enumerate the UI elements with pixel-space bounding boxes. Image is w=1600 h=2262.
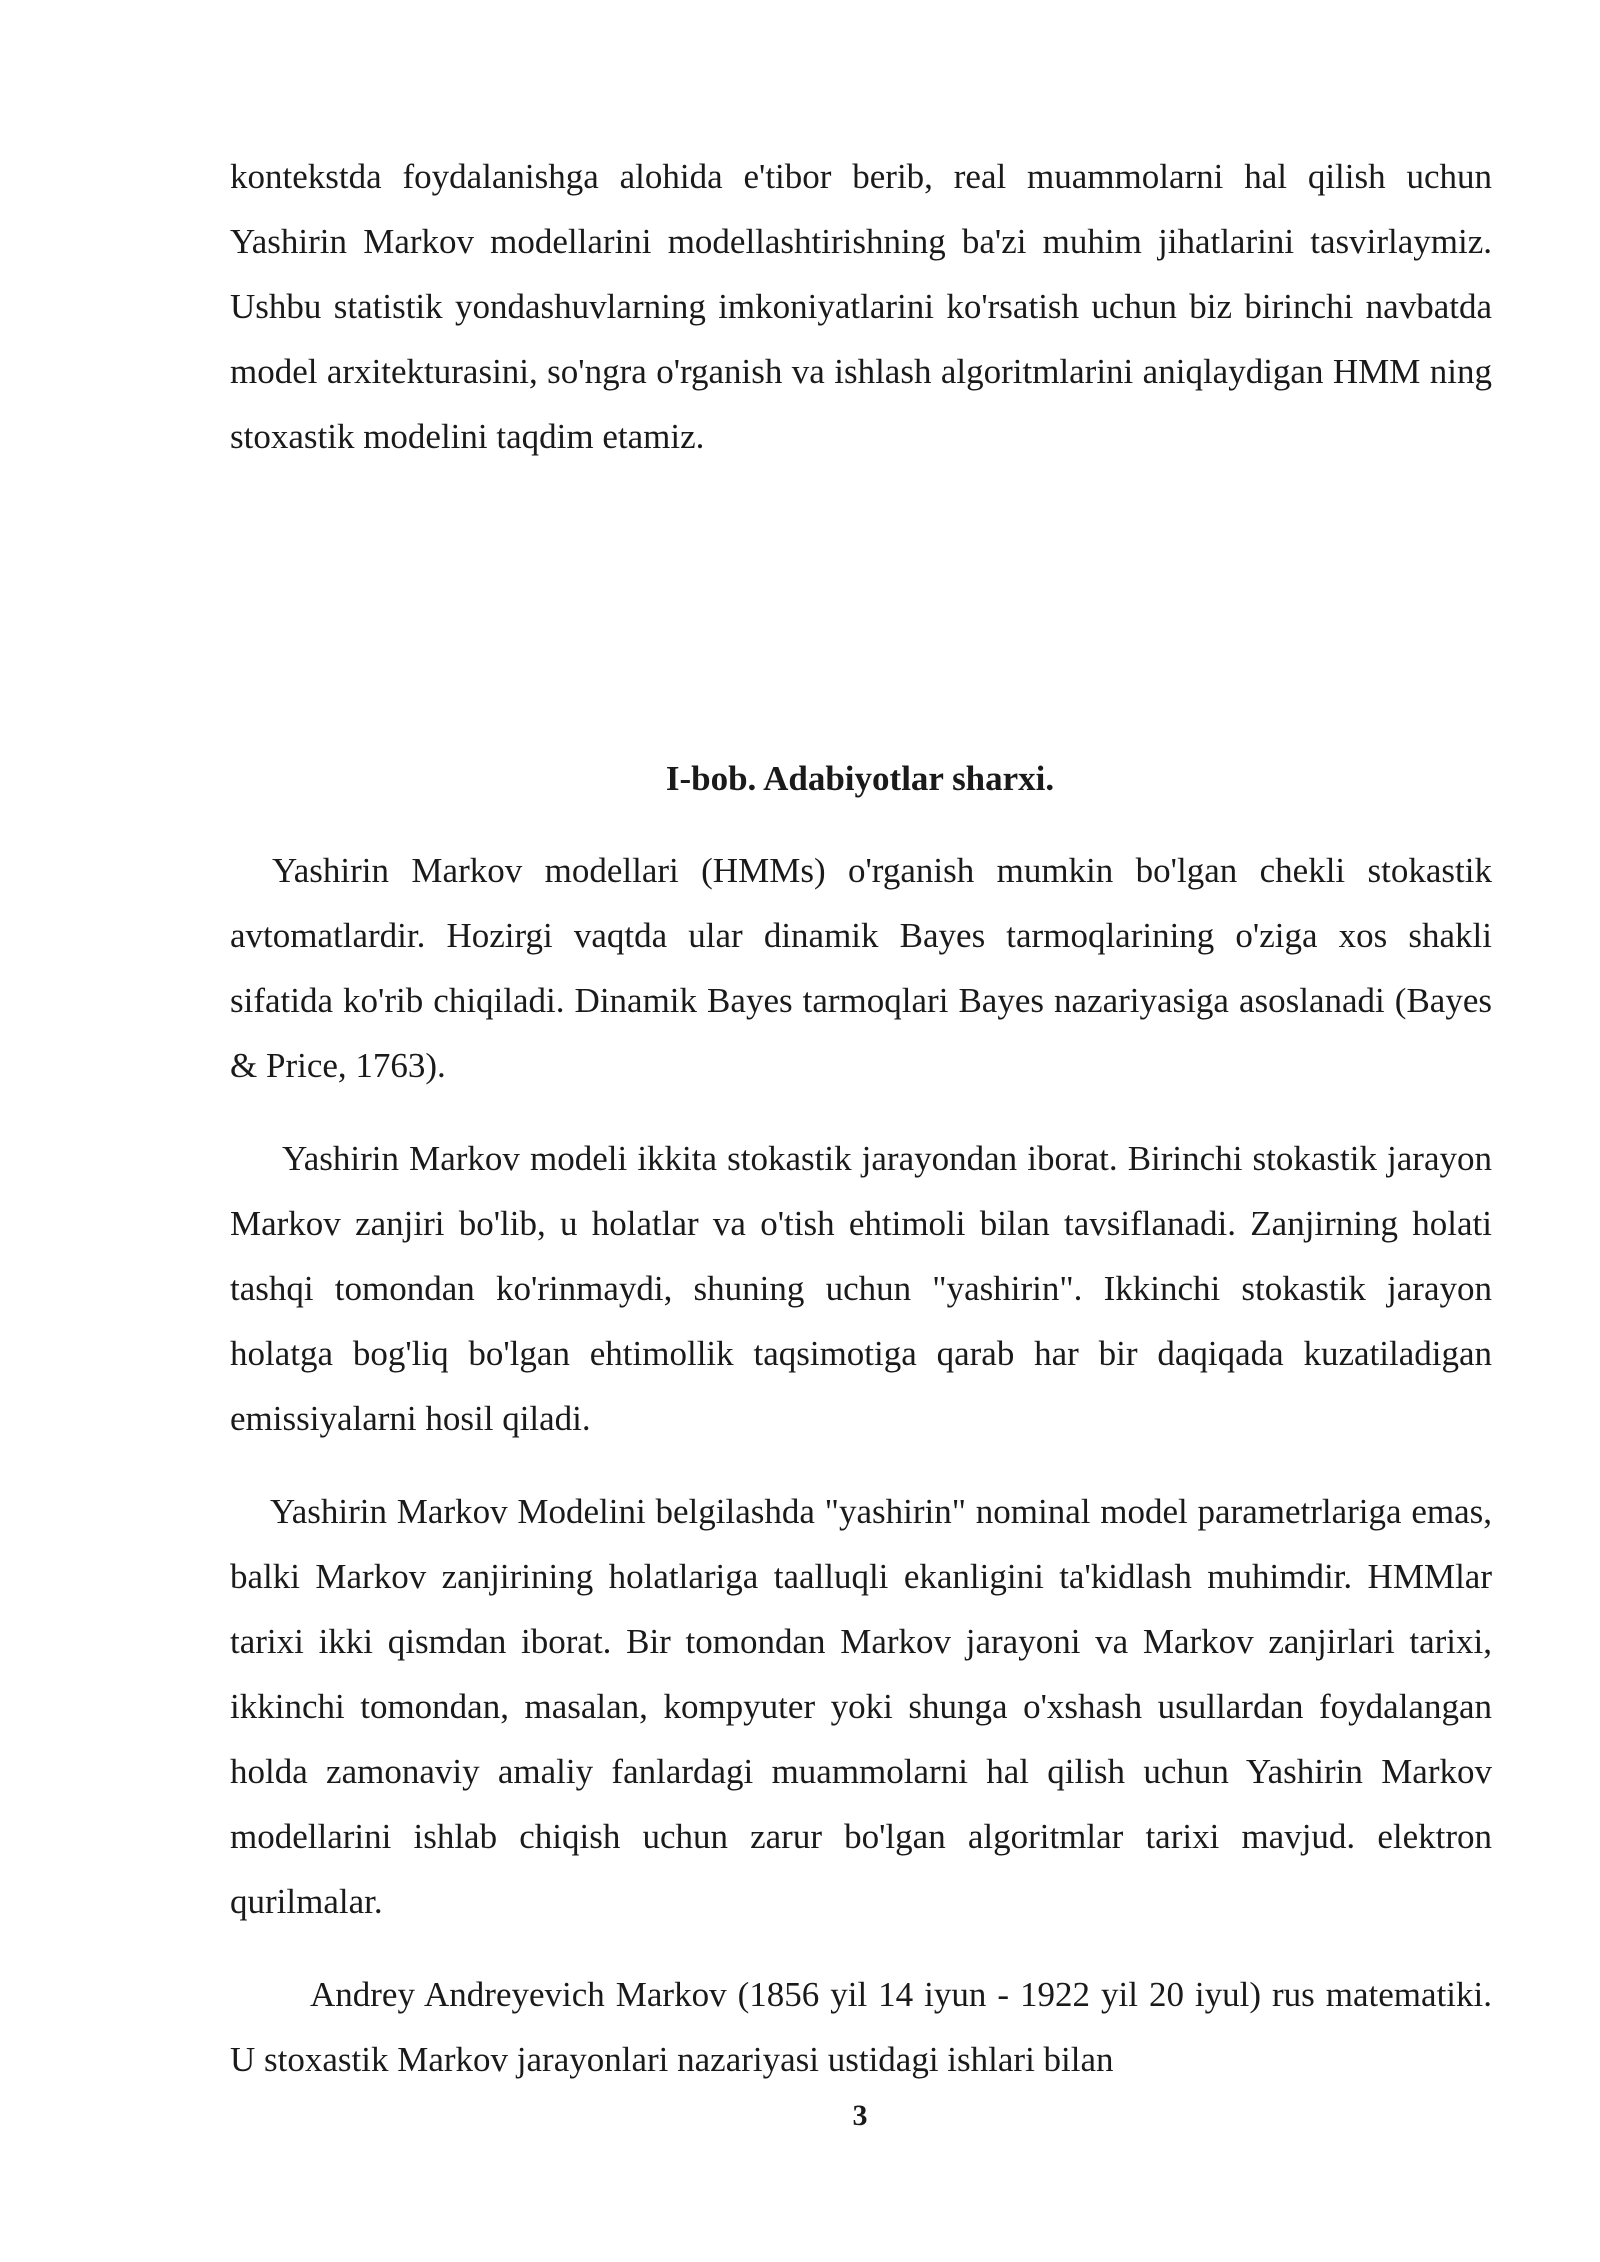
page-number: 3	[852, 2099, 868, 2132]
intro-paragraph: kontekstda foydalanishga alohida e'tibor berib, real muammolarni hal qilish uchun Yashirin Markov modellarini modellashtirishning ba'zi muhim jihatlarini tasvirlaymiz. Ushbu statistik yondashuvlarning imkoniyatlarini ko'rsatish uchun biz birinchi navbatda model arxitekturasini, so'ngra o'rganish va ishlash algoritmlarini aniqlaydigan HMM ning stoxastik modelini taqdim etamiz.	[230, 157, 1492, 456]
body-paragraph-hmm-history: Yashirin Markov Modelini belgilashda "yashirin" nominal model parametrlariga emas, balki Markov zanjirining holatlariga taalluqli ekanligini ta'kidlash muhimdir. HMMlar tarixi ikki qismdan iborat. Bir tomondan Markov jarayoni va Markov zanjirlari tarixi, ikkinchi tomondan, masalan, kompyuter yoki shunga o'xshash usullardan foydalangan holda zamonaviy amaliy fanlardagi muammolarni hal qilish uchun Yashirin Markov modellarini ishlab chiqish uchun zarur bo'lgan algoritmlar tarixi mavjud. elektron qurilmalar.	[230, 1492, 1492, 1921]
chapter-heading: I-bob. Adabiyotlar sharxi.	[665, 759, 1055, 798]
intro-section	[230, 144, 1492, 469]
body-paragraph-markov-biography: Andrey Andreyevich Markov (1856 yil 14 iyun - 1922 yil 20 iyul) rus matematiki. U stoxastik Markov jarayonlari nazariyasi ustidagi ishlari bilan	[230, 1975, 1492, 2079]
body-paragraph-hmm-definition: Yashirin Markov modellari (HMMs) o'rganish mumkin bo'lgan chekli stokastik avtomatlardir. Hozirgi vaqtda ular dinamik Bayes tarmoqlarining o'ziga xos shakli sifatida ko'rib chiqiladi. Dinamik Bayes tarmoqlari Bayes nazariyasiga asoslanadi (Bayes & Price, 1763).	[230, 851, 1492, 1085]
chapter-body	[230, 838, 1492, 2092]
body-paragraph-stochastic-processes: Yashirin Markov modeli ikkita stokastik jarayondan iborat. Birinchi stokastik jarayon Markov zanjiri bo'lib, u holatlar va o'tish ehtimoli bilan tavsiflanadi. Zanjirning holati tashqi tomondan ko'rinmaydi, shuning uchun "yashirin". Ikkinchi stokastik jarayon holatga bog'liq bo'lgan ehtimollik taqsimotiga qarab har bir daqiqada kuzatiladigan emissiyalarni hosil qiladi.	[230, 1139, 1492, 1438]
